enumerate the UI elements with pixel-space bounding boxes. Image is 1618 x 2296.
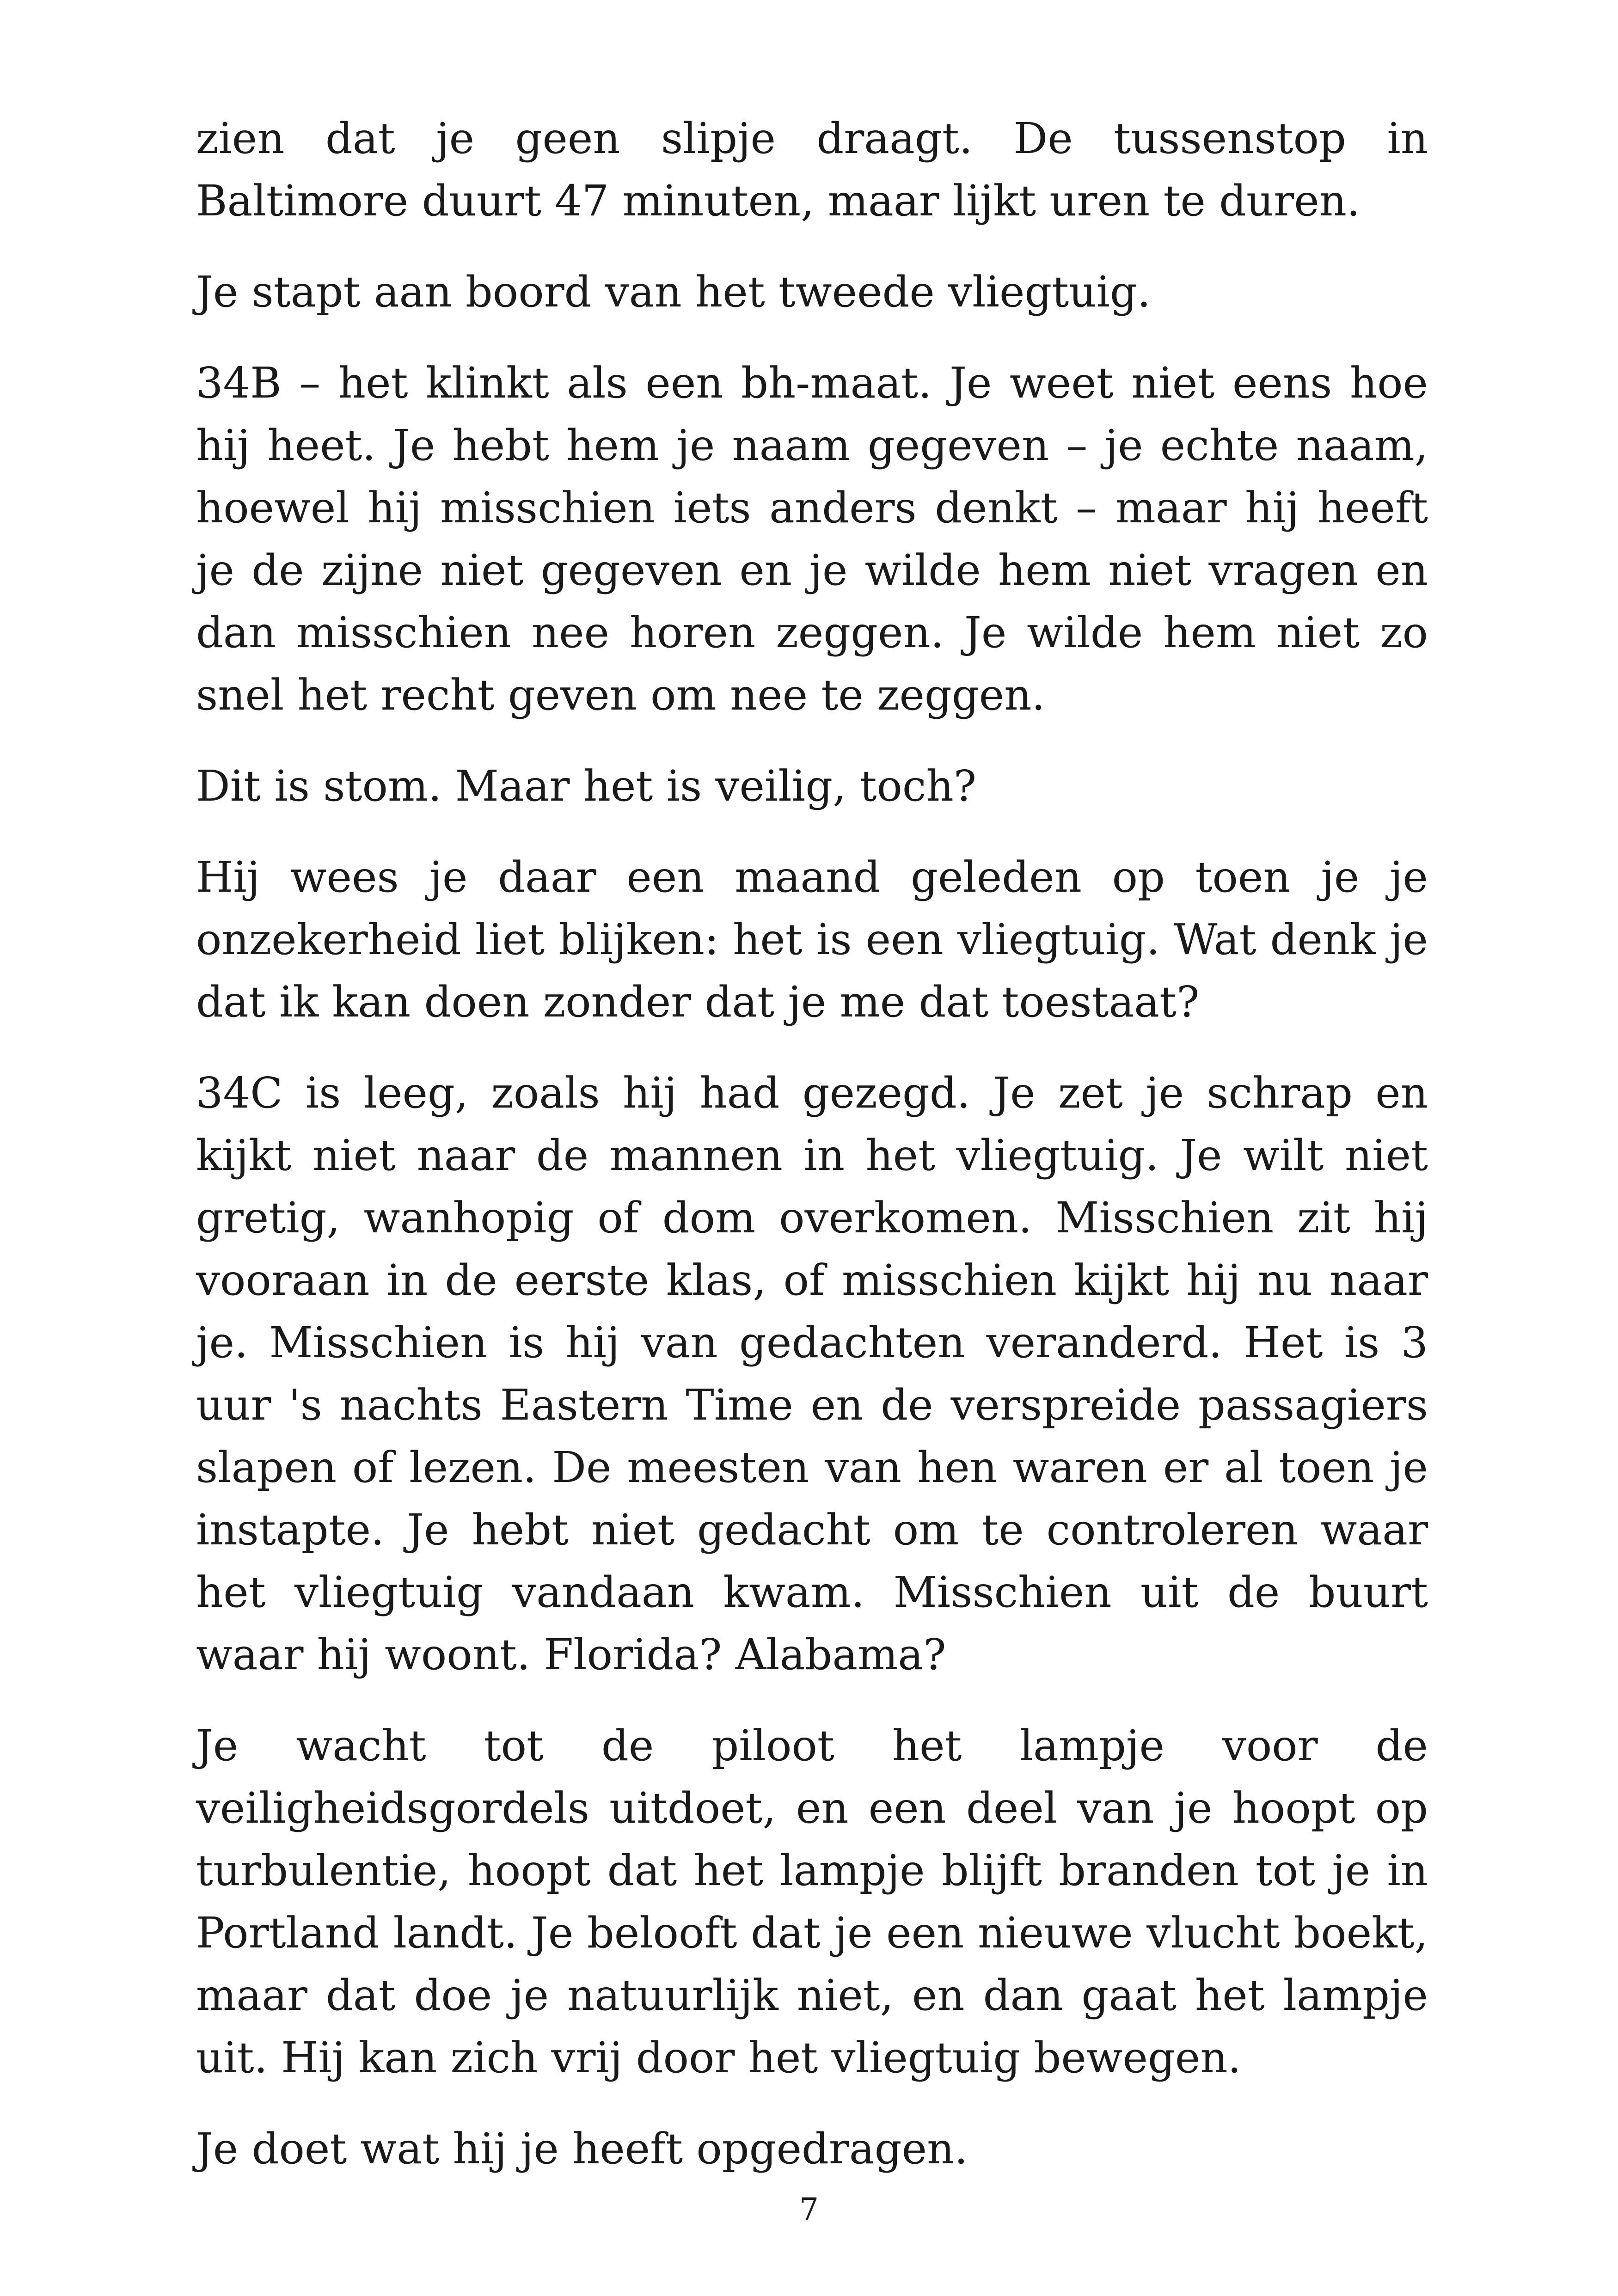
paragraph-6: 34C is leeg, zoals hij had gezegd. Je zet je schrap en kijkt niet naar de mannen in het vliegtuig. Je wilt niet gretig, wanhopig of dom overkomen. Misschien zit hij vooraan in de eerste klas, of misschien kijkt hij nu naar je. Misschien is hij van gedachten veranderd. Het is 3 uur 's nachts Eastern Time en de verspreide passagiers slapen of lezen. De meesten van hen waren er al toen je instapte. Je hebt niet gedacht om te controleren waar het vliegtuig vandaan kwam. Misschien uit de buurt waar hij woont. Florida? Alabama? bbox=[196, 1068, 1428, 1679]
body-text bbox=[196, 107, 1428, 2209]
paragraph-7: Je wacht tot de piloot het lampje voor de veiligheidsgordels uitdoet, en een deel van je hoopt op turbulentie, hoopt dat het lampje blijft branden tot je in Portland landt. Je belooft dat je een nieuwe vlucht boekt, maar dat doe je natuurlijk niet, en dan gaat het lampje uit. Hij kan zich vrij door het vliegtuig bewegen. bbox=[196, 1721, 1428, 2082]
paragraph-3: 34B – het klinkt als een bh-maat. Je weet niet eens hoe hij heet. Je hebt hem je naam gegeven – je echte naam, hoewel hij misschien iets anders denkt – maar hij heeft je de zijne niet gegeven en je wilde hem niet vragen en dan misschien nee horen zeggen. Je wilde hem niet zo snel het recht geven om nee te zeggen. bbox=[196, 358, 1428, 720]
paragraph-5: Hij wees je daar een maand geleden op toen je je onzekerheid liet blijken: het is een vliegtuig. Wat denk je dat ik kan doen zonder dat je me dat toestaat? bbox=[196, 852, 1428, 1027]
paragraph-1: zien dat je geen slipje draagt. De tussenstop in Baltimore duurt 47 minuten, maar lijkt uren te duren. bbox=[196, 114, 1428, 226]
paragraph-8: Je doet wat hij je heeft opgedragen. bbox=[196, 2124, 968, 2174]
paragraph-4: Dit is stom. Maar het is veilig, toch? bbox=[196, 761, 977, 811]
paragraph-2: Je stapt aan boord van het tweede vliegtuig. bbox=[196, 267, 1151, 317]
page-number: 7 bbox=[799, 2192, 819, 2227]
